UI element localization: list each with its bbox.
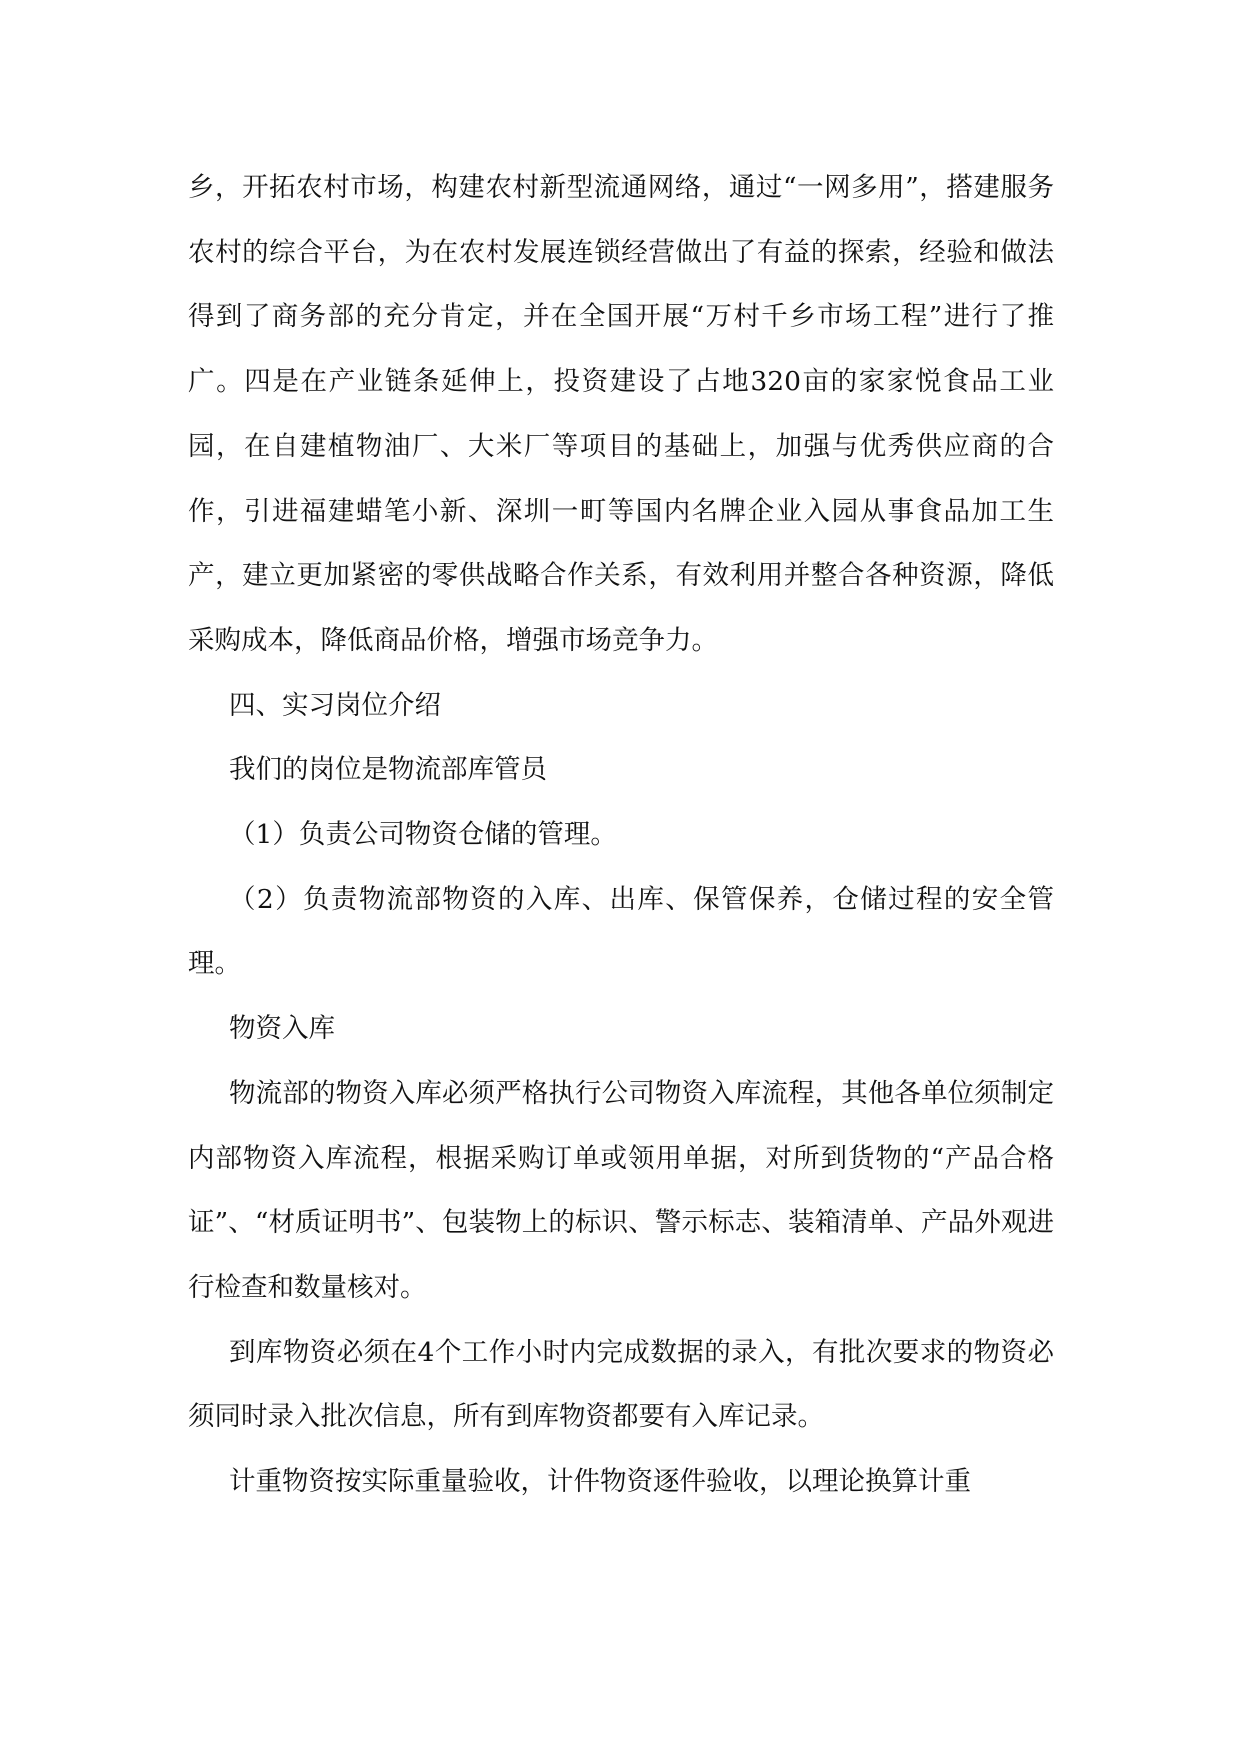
section-heading-internship-position: 四、实习岗位介绍 bbox=[229, 689, 441, 721]
subheading-goods-receipt: 物资入库 bbox=[229, 1013, 335, 1045]
paragraph-duty-2: （2）负责物流部物资的入库、出库、保管保养，仓储过程的安全管理。 bbox=[188, 883, 1054, 980]
document-body bbox=[188, 156, 1054, 1515]
paragraph-weighing: 计重物资按实际重量验收，计件物资逐件验收，以理论换算计重 bbox=[229, 1466, 971, 1498]
paragraph-duty-1: （1）负责公司物资仓储的管理。 bbox=[229, 819, 617, 851]
paragraph-supply-chain: 乡，开拓农村市场，构建农村新型流通网络，通过“一网多用”，搭建服务农村的综合平台，为在农村发展连锁经营做出了有益的探索，经验和做法得到了商务部的充分肯定，并在全国开展“万村千乡市场工程”进行了推广。四是在产业链条延伸上，投资建设了占地320亩的家家悦食品工业园，在自建植物油厂、大米厂等项目的基础上，加强与优秀供应商的合作，引进福建蜡笔小新、深圳一町等国内名牌企业入园从事食品加工生产，建立更加紧密的零供战略合作关系，有效利用并整合各种资源，降低采购成本，降低商品价格，增强市场竞争力。 bbox=[188, 172, 1054, 656]
paragraph-position-title: 我们的岗位是物流部库管员 bbox=[229, 754, 547, 786]
paragraph-receipt-process: 物流部的物资入库必须严格执行公司物资入库流程，其他各单位须制定内部物资入库流程，根据采购订单或领用单据，对所到货物的“产品合格证”、“材质证明书”、包装物上的标识、警示标志、装箱清单、产品外观进行检查和数量核对。 bbox=[188, 1077, 1054, 1303]
paragraph-data-entry: 到库物资必须在4个工作小时内完成数据的录入，有批次要求的物资必须同时录入批次信息，所有到库物资都要有入库记录。 bbox=[188, 1336, 1054, 1433]
